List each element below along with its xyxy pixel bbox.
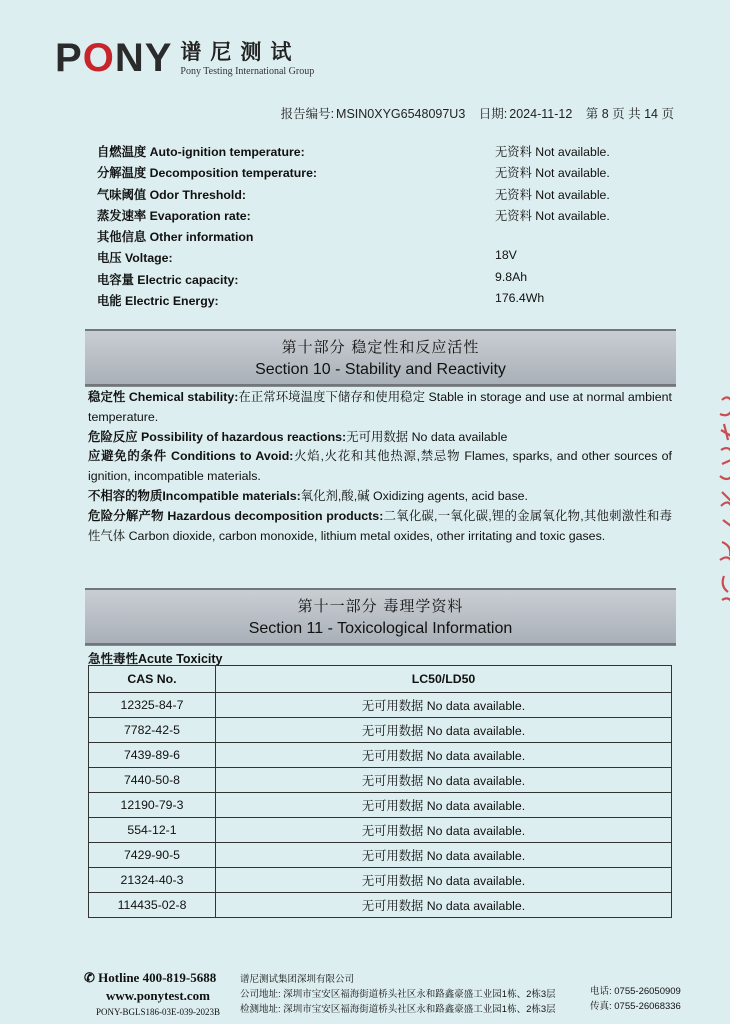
- table-row: 7782-42-5 无可用数据 No data available.: [89, 718, 672, 743]
- report-info-line: [277, 104, 674, 122]
- date-label: 日期:: [478, 107, 508, 121]
- page-indicator: 第 8 页 共 14 页: [585, 107, 674, 121]
- logo-chinese-name: 谱尼测试: [180, 40, 301, 64]
- property-row: 电容量 Electric capacity: 9.8Ah: [97, 269, 528, 287]
- property-row: 蒸发速率 Evaporation rate: 无资料 Not available.: [97, 208, 610, 223]
- section-10-title-cn: 第十部分 稳定性和反应活性: [281, 338, 480, 356]
- property-row: 其他信息 Other information: [97, 230, 254, 245]
- document-number: PONY-BGLS186-03E-039-2023B: [96, 1007, 221, 1017]
- property-row: 分解温度 Decomposition temperature: 无资料 Not available.: [97, 166, 610, 181]
- table-row: 7440-50-8 无可用数据 No data available.: [89, 768, 672, 793]
- contact-info: 电话: 0755-26050909 传真: 0755-26068336: [590, 986, 681, 1012]
- property-list: [97, 139, 657, 309]
- section-10-body: [88, 388, 672, 546]
- incompatible-materials-paragraph: 不相容的物质Incompatible materials:氧化剂,酸,碱 Oxidizing agents, acid base.: [88, 488, 529, 503]
- toxicity-table: [88, 665, 672, 918]
- company-info: 谱尼测试集团深圳有限公司 公司地址: 深圳市宝安区福海街道桥头社区永和路鑫豪盛工业园1栋、2栋3层 检测地址: 深圳市宝安区福海街道桥头社区永和路鑫豪盛工业园1栋、2栋3层: [240, 974, 556, 1015]
- section-10-title-en: Section 10 - Stability and Reactivity: [255, 361, 506, 378]
- table-row: 12190-79-3 无可用数据 No data available.: [89, 793, 672, 818]
- section-10-banner: [85, 329, 676, 386]
- section-11-title-en: Section 11 - Toxicological Information: [248, 620, 513, 637]
- phone-icon: ✆: [84, 970, 95, 985]
- table-row: 12325-84-7 无可用数据 No data available.: [89, 693, 672, 718]
- table-row: 7439-89-6 无可用数据 No data available.: [89, 743, 672, 768]
- property-row: 电压 Voltage: 18V: [97, 248, 517, 266]
- table-header-row: [89, 666, 672, 693]
- seal-stamp-icon: [716, 380, 730, 620]
- table-row: 114435-02-8 无可用数据 No data available.: [89, 893, 672, 918]
- hazardous-reactions-paragraph: 危险反应 Possibility of hazardous reactions:无可用数据 No data available: [88, 429, 508, 444]
- table-row: 554-12-1 无可用数据 No data available.: [89, 818, 672, 843]
- property-row: 自燃温度 Auto-ignition temperature: 无资料 Not available.: [97, 145, 610, 159]
- column-header-cas: CAS No.: [89, 666, 216, 693]
- section-11-banner: [85, 588, 676, 645]
- property-row: 电能 Electric Energy: 176.4Wh: [97, 291, 545, 309]
- acute-toxicity-label: 急性毒性Acute Toxicity: [88, 652, 223, 666]
- section-11-title-cn: 第十一部分 毒理学资料: [297, 597, 464, 615]
- website-link[interactable]: www.ponytest.com: [106, 988, 210, 1003]
- table-row: 7429-90-5 无可用数据 No data available.: [89, 843, 672, 868]
- company-logo: [55, 38, 314, 78]
- conditions-avoid-paragraph: 应避免的条件 Conditions to Avoid:火焰,火花和其他热源,禁忌物 Flames, sparks, and other sources of ignition, incompatible materials.: [88, 449, 672, 484]
- column-header-lc50: LC50/LD50: [216, 666, 672, 693]
- table-row: 21324-40-3 无可用数据 No data available.: [89, 868, 672, 893]
- logo-wordmark: PONY: [55, 36, 173, 80]
- hotline: ✆ Hotline 400-819-5688: [84, 970, 217, 985]
- property-row: 气味阈值 Odor Threshold: 无资料 Not available.: [97, 187, 610, 202]
- report-no: MSIN0XYG6548097U3: [336, 107, 466, 121]
- stability-paragraph: 稳定性 Chemical stability:在正常环境温度下储存和使用稳定 Stable in storage and use at normal ambient temperature.: [88, 390, 672, 424]
- report-no-label: 报告编号:: [280, 107, 335, 121]
- logo-english-name: Pony Testing International Group: [180, 66, 315, 77]
- report-date: 2024-11-12: [509, 107, 573, 121]
- decomposition-products-paragraph: 危险分解产物 Hazardous decomposition products:二氧化碳,一氧化碳,锂的金属氧化物,其他刺激性和毒性气体 Carbon dioxide, carbon monoxide, lithium metal oxides, other irritating and toxic gases.: [88, 508, 673, 543]
